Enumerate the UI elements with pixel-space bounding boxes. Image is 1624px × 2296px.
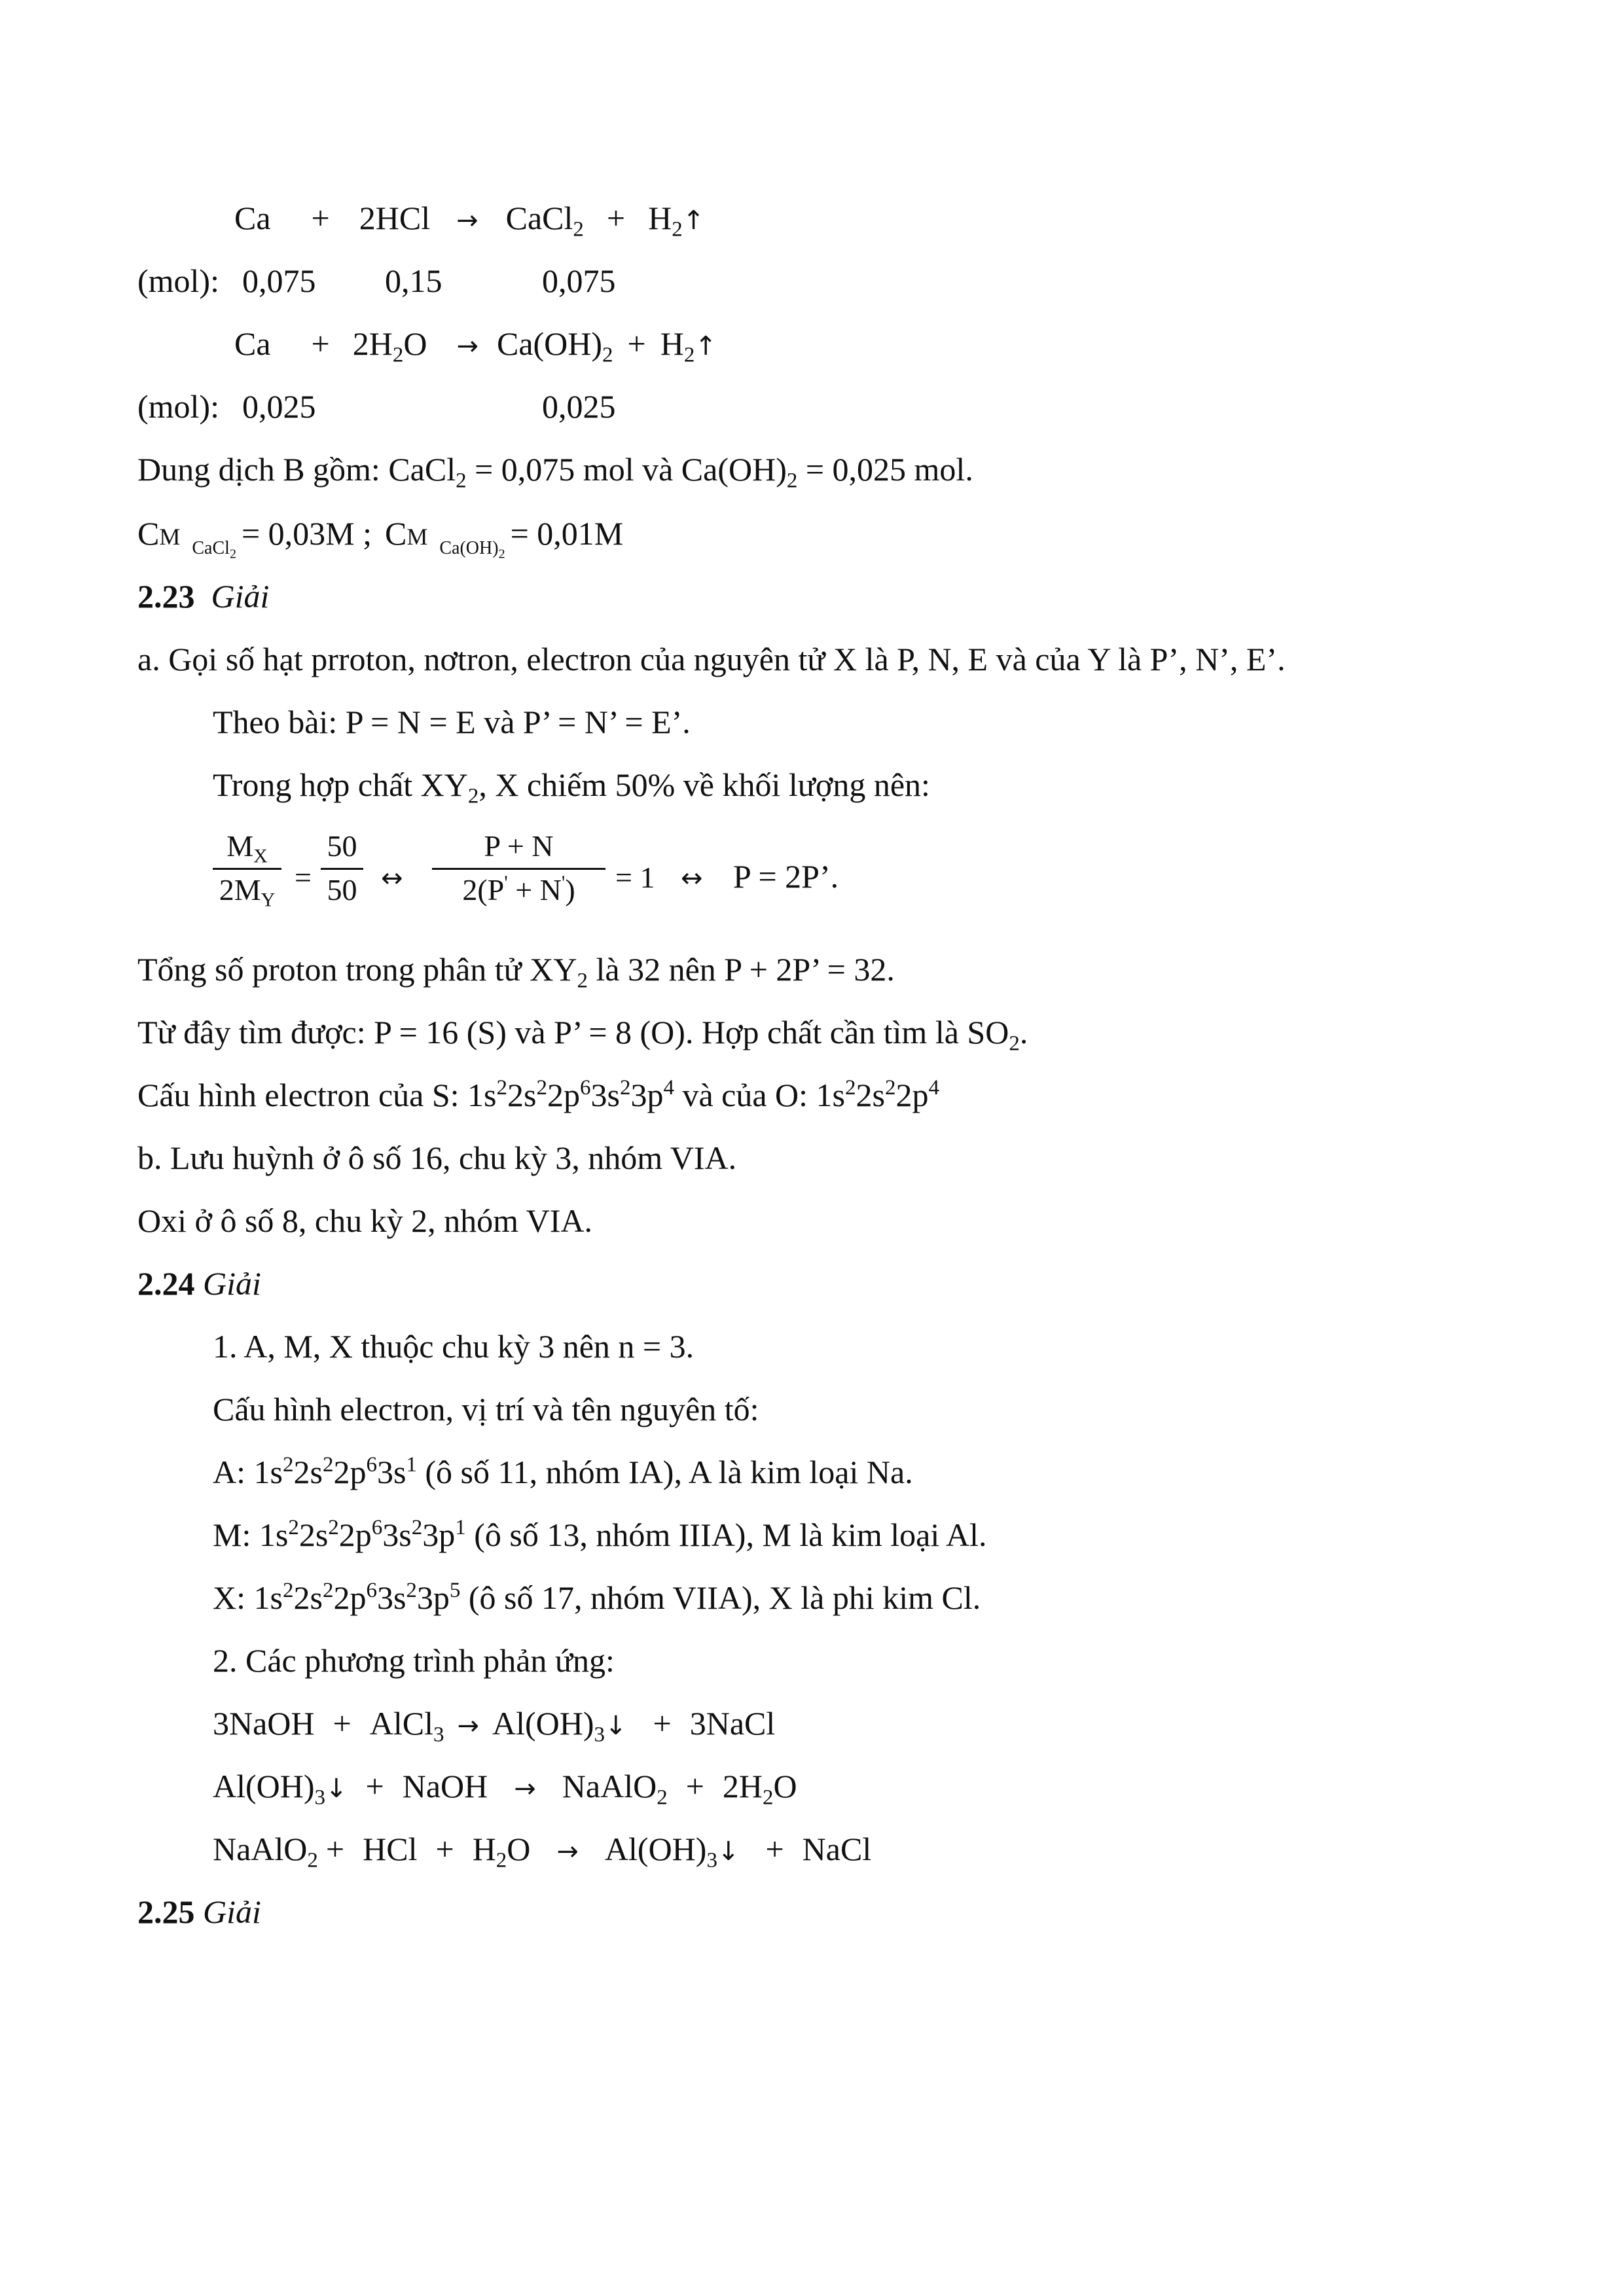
text: 2 [577, 969, 588, 993]
text: 6 [366, 1452, 377, 1477]
denominator [213, 870, 281, 911]
text: Giải [211, 578, 270, 615]
arrow-icon: → [456, 206, 478, 236]
text: (ô số 11, nhóm IA), A là kim loại Na. [416, 1454, 913, 1490]
equation-ca-hcl [234, 200, 705, 242]
text: C [385, 515, 407, 552]
text: HCl [363, 1831, 418, 1867]
text: ) [565, 873, 575, 906]
fraction-mx-2my [213, 829, 281, 911]
text: và của O: 1s [674, 1077, 845, 1113]
paragraph: Oxi ở ô số 8, chu kỳ 2, nhóm VIA. [137, 1202, 592, 1239]
text: M [226, 829, 254, 863]
text: C [137, 515, 160, 552]
down-arrow-icon: ↓ [717, 1837, 740, 1867]
electron-configuration-s-o [137, 1075, 939, 1113]
text: Giải [203, 1893, 261, 1930]
text [439, 535, 505, 562]
text: 3s [376, 1454, 406, 1490]
text: (ô số 17, nhóm VIIA), X là phi kim Cl. [460, 1579, 981, 1616]
text: + [653, 1705, 672, 1742]
paragraph [137, 1014, 1028, 1056]
text: Giải [203, 1265, 261, 1302]
text: 2 [467, 784, 479, 808]
text: + [627, 325, 646, 362]
config-line-m [213, 1515, 987, 1553]
paragraph [137, 951, 895, 993]
text: 2HCl [359, 200, 431, 236]
text: NaOH [402, 1768, 488, 1804]
text: NaCl [802, 1831, 872, 1867]
up-arrow-icon: ↑ [682, 206, 705, 236]
text: 2 [392, 343, 404, 367]
text: 3 [594, 1723, 605, 1747]
text: là 32 nên P + 2P’ = 32. [587, 951, 895, 988]
text: + N [507, 873, 562, 906]
text: 2 [786, 469, 798, 493]
text: 3s [382, 1516, 412, 1553]
text: Y [261, 889, 276, 911]
text: (mol): [137, 262, 219, 299]
text: Từ đây tìm được: P = 16 (S) và P’ = 8 (O). Hợp chất cần tìm là SO [137, 1014, 1009, 1050]
text: 2s [293, 1454, 323, 1490]
text: (ô số 13, nhóm IIIA), M là kim loại Al. [465, 1516, 987, 1553]
text: , X chiếm 50% về khối lượng nên: [478, 766, 930, 803]
text: 2(P [462, 873, 505, 906]
text: 2.25 [137, 1893, 195, 1930]
concentration-line [137, 515, 624, 562]
text: NaAlO [562, 1768, 657, 1804]
text: 3NaCl [689, 1705, 776, 1742]
text: 2 [322, 1578, 334, 1602]
text: Al(OH) [604, 1831, 707, 1867]
text: Al(OH) [213, 1768, 315, 1804]
text: = 0,03M ; [241, 515, 372, 552]
text: H [648, 200, 672, 236]
text: Cấu hình electron của S: 1s [137, 1077, 497, 1113]
text: 2 [683, 343, 695, 367]
text: 3 [314, 1785, 326, 1810]
fraction-50-50 [321, 831, 363, 905]
reaction-2 [213, 1768, 797, 1810]
arrow-icon: → [457, 1711, 479, 1741]
text: 2 [456, 469, 467, 493]
numerator: 50 [327, 829, 357, 863]
text: 2 [763, 1785, 774, 1810]
paragraph: a. Gọi số hạt prroton, nơtron, electron của nguyên tử X là P, N, E và của Y là P’, N’, E’. [137, 641, 1286, 677]
text: 2 [536, 1075, 547, 1100]
text: = 1 [615, 861, 655, 894]
text: Tổng số proton trong phân tử XY [137, 951, 577, 988]
text: + [435, 1831, 454, 1867]
config-line-a [213, 1452, 913, 1490]
text: . [1019, 1014, 1028, 1050]
text: NaAlO [213, 1831, 308, 1867]
text: 2 [328, 1515, 339, 1539]
text: 2 [322, 1452, 334, 1477]
text: O [403, 325, 427, 362]
text: X: 1s [213, 1579, 283, 1616]
text: 2H [722, 1768, 763, 1804]
paragraph: 1. A, M, X thuộc chu kỳ 3 nên n = 3. [213, 1328, 695, 1365]
text: 4 [928, 1075, 939, 1100]
text: 2.24 [137, 1265, 195, 1302]
paragraph: 2. Các phương trình phản ứng: [213, 1642, 615, 1679]
text: 2s [293, 1579, 323, 1616]
text: 2 [884, 1075, 896, 1100]
text: P = 2P’. [733, 858, 839, 895]
text: 3p [630, 1077, 664, 1113]
text: 2 [496, 1075, 507, 1100]
mol-value: 0,075 [242, 262, 316, 299]
paragraph: Theo bài: P = N = E và P’ = N’ = E’. [213, 704, 691, 740]
text: 5 [449, 1578, 461, 1602]
paragraph: b. Lưu huỳnh ở ô số 16, chu kỳ 3, nhóm VIA. [137, 1139, 737, 1176]
arrow-icon: → [514, 1774, 536, 1804]
text: ' [504, 871, 508, 894]
text: + [311, 325, 330, 362]
text: AlCl [369, 1705, 433, 1742]
text: M [159, 524, 181, 550]
mol-value: 0,15 [385, 262, 442, 299]
mol-value: 0,075 [542, 262, 616, 299]
text: 2 [307, 1848, 318, 1873]
text: 2 [229, 547, 236, 562]
text: Ca [234, 325, 271, 362]
text: 2 [496, 1848, 507, 1873]
paragraph [213, 766, 930, 808]
paragraph: Cấu hình electron, vị trí và tên nguyên tố: [213, 1391, 759, 1427]
solution-composition [137, 451, 973, 493]
text: 2 [282, 1452, 294, 1477]
section-heading-2-25 [137, 1895, 261, 1928]
text: = [295, 861, 312, 894]
text: (mol): [137, 388, 219, 425]
arrow-icon: → [556, 1837, 579, 1867]
section-heading-2-24 [137, 1267, 261, 1300]
down-arrow-icon: ↓ [605, 1711, 627, 1741]
text: Ca(OH) [496, 325, 603, 362]
text: 3s [590, 1077, 620, 1113]
text: 2p [333, 1579, 367, 1616]
mol-value: 0,025 [542, 388, 616, 425]
text: 2M [219, 873, 261, 906]
text: 2 [657, 1785, 668, 1810]
text: 2 [602, 343, 613, 367]
text: 3s [376, 1579, 406, 1616]
text: 2 [282, 1578, 294, 1602]
text: 2s [298, 1516, 329, 1553]
fraction-pn [432, 831, 605, 905]
text: 2 [1009, 1031, 1020, 1056]
iff-arrow-icon: ↔ [381, 863, 403, 893]
text: A: 1s [213, 1454, 283, 1490]
text: M: 1s [213, 1516, 289, 1553]
text: = 0,075 mol và Ca(OH) [466, 451, 787, 488]
section-heading-2-23 [137, 580, 269, 613]
denominator: 50 [327, 873, 357, 906]
text: 2s [507, 1077, 537, 1113]
text: 2 [288, 1515, 299, 1539]
text: 2 [411, 1515, 423, 1539]
text: 3 [433, 1723, 444, 1747]
text: 6 [579, 1075, 591, 1100]
text: Al(OH) [492, 1705, 594, 1742]
mol-value: 0,025 [242, 388, 316, 425]
text: 3NaOH [213, 1705, 315, 1742]
text: O [507, 1831, 531, 1867]
text: 2.23 [137, 578, 195, 615]
text: 3 [706, 1848, 717, 1873]
text: + [606, 200, 626, 236]
numerator: P + N [484, 829, 554, 863]
text: 2 [573, 217, 584, 242]
text: CaCl [192, 538, 230, 558]
text: + [365, 1768, 384, 1804]
text: Ca [234, 200, 271, 236]
text: 4 [663, 1075, 674, 1100]
reaction-1 [213, 1705, 776, 1747]
numerator [213, 831, 281, 868]
text: 2p [895, 1077, 929, 1113]
up-arrow-icon: ↑ [695, 331, 717, 361]
text: 6 [371, 1515, 383, 1539]
text: 2s [856, 1077, 885, 1113]
text: 2H [352, 325, 393, 362]
text: O [773, 1768, 797, 1804]
iff-arrow-icon: ↔ [681, 863, 703, 893]
denominator [432, 870, 605, 905]
text: CaCl [505, 200, 573, 236]
text: + [765, 1831, 784, 1867]
reaction-3 [213, 1831, 872, 1873]
text: 3p [416, 1579, 450, 1616]
text: 2p [547, 1077, 580, 1113]
text: 6 [366, 1578, 377, 1602]
down-arrow-icon: ↓ [325, 1774, 348, 1804]
text [192, 535, 236, 562]
arrow-icon: → [456, 331, 478, 361]
text: = 0,025 mol. [797, 451, 973, 488]
text: H [472, 1831, 496, 1867]
text: 3p [422, 1516, 456, 1553]
text: + [311, 200, 330, 236]
text: M [406, 524, 428, 550]
text: 2 [406, 1578, 417, 1602]
text: 1 [455, 1515, 466, 1539]
equation-ca-h2o [234, 325, 717, 367]
text: 2p [338, 1516, 372, 1553]
text: Trong hợp chất XY [213, 766, 468, 803]
text: + [685, 1768, 704, 1804]
text: + [325, 1831, 345, 1867]
text: = 0,01M [510, 515, 624, 552]
text: 2 [672, 217, 683, 242]
text: X [253, 845, 268, 867]
text: 2 [619, 1075, 631, 1100]
text: 2p [333, 1454, 367, 1490]
text: 2 [498, 547, 505, 562]
text: Dung dịch B gồm: CaCl [137, 451, 456, 488]
text: H [660, 325, 684, 362]
text: + [333, 1705, 352, 1742]
text: 1 [406, 1452, 417, 1477]
mol-line-1 [137, 264, 219, 297]
config-line-x [213, 1578, 981, 1616]
text: ' [561, 871, 566, 894]
text: 2 [844, 1075, 856, 1100]
text: Ca(OH) [439, 538, 499, 558]
